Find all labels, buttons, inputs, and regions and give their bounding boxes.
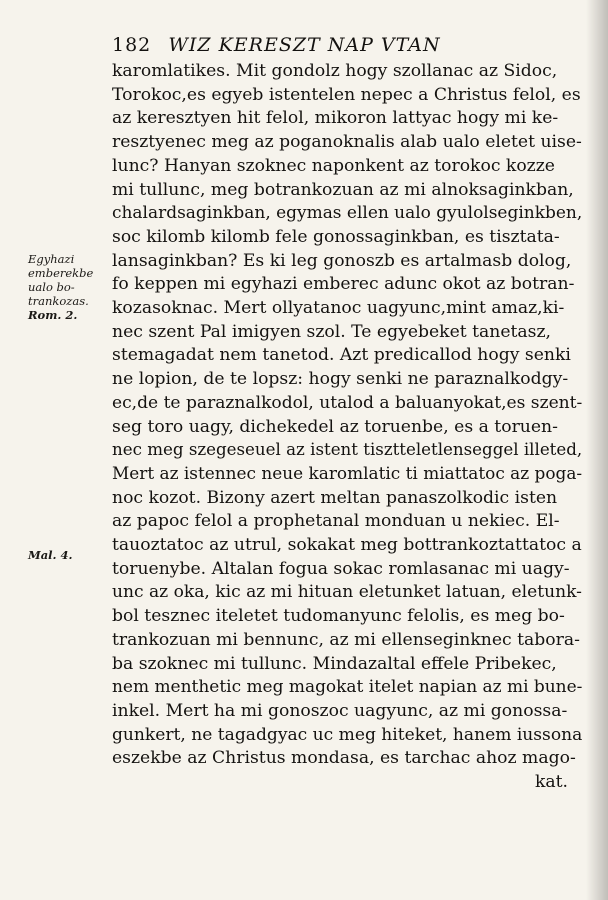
text-line: nec szent Pal imigyen szol. Te egyebeket tanetasz,	[112, 321, 552, 342]
text-line: soc kilomb kilomb fele gonossaginkban, es tisztata-	[112, 226, 560, 247]
text-line: lansaginkban? Es ki leg gonoszb es artalmasb dolog,	[112, 250, 572, 271]
page-number: 182	[112, 34, 152, 56]
text-line: ec,de te paraznalkodol, utalod a baluanyokat,es szent-	[112, 392, 583, 413]
text-line: eszekbe az Christus mondasa, es tarchac ahoz mago-	[112, 748, 576, 769]
text-line: ba szoknec mi tullunc. Mindazaltal effele Pribekec,	[112, 653, 557, 674]
page-edge-shadow	[586, 0, 608, 900]
text-line: kozasoknac. Mert ollyatanoc uagyunc,mint amaz,ki-	[112, 298, 565, 319]
text-line: inkel. Mert ha mi gonoszoc uagyunc, az mi gonossa-	[112, 700, 568, 721]
running-header	[112, 34, 562, 58]
text-line: kat.	[534, 772, 568, 793]
text-line: seg toro uagy, dichekedel az toruenbe, es a toruen-	[112, 416, 558, 437]
margin-note-malachi	[28, 548, 108, 562]
text-line: toruenybe. Altalan fogua sokac romlasanac mi uagy-	[112, 558, 570, 579]
margin-note-line: trankozas.	[28, 294, 89, 308]
text-line: nec meg szegeseuel az istent tisztteletlenseggel illeted,	[112, 440, 583, 461]
text-line: bol tesznec iteletet tudomanyunc felolis, es meg bo-	[112, 606, 565, 627]
text-line: az papoc felol a prophetanal monduan u nekiec. El-	[112, 511, 560, 532]
text-line: fo keppen mi egyhazi emberec adunc okot az botran-	[112, 274, 575, 295]
margin-note-line: ualo bo-	[28, 280, 75, 294]
text-line: karomlatikes. Mit gondolz hogy szollanac az Sidoc,	[112, 61, 558, 81]
text-line: tauoztatoc az utrul, sokakat meg bottrankoztattatoc a	[112, 535, 582, 556]
margin-reference: Mal. 4.	[28, 548, 73, 562]
text-line: Torokoc,es egyeb istentelen nepec a Christus felol, es	[112, 84, 581, 105]
text-line: nem menthetic meg magokat itelet napian az mi bune-	[112, 677, 583, 698]
margin-note-line: emberekbe	[28, 266, 94, 280]
text-line: Mert az istennec neue karomlatic ti miattatoc az poga-	[112, 463, 583, 484]
margin-note-church-people	[28, 252, 108, 322]
text-line: ne lopion, de te lopsz: hogy senki ne paraznalkodgy-	[112, 369, 569, 390]
text-line: trankozuan mi bennunc, az mi ellenseginknec tabora-	[112, 629, 580, 650]
text-line: az keresztyen hit felol, mikoron lattyac hogy mi ke-	[112, 108, 559, 129]
text-line: lunc? Hanyan szoknec naponkent az torokoc kozze	[112, 155, 555, 176]
body-text	[112, 60, 582, 795]
text-line: chalardsaginkban, egymas ellen ualo gyulolseginkben,	[112, 203, 583, 224]
text-line: gunkert, ne tagadgyac uc meg hiteket, hanem iussona	[112, 724, 583, 745]
text-line: stemagadat nem tanetod. Azt predicallod hogy senki	[112, 345, 571, 366]
text-line: mi tullunc, meg botrankozuan az mi alnoksaginkban,	[112, 179, 574, 200]
margin-reference: Rom. 2.	[28, 308, 78, 322]
text-line: resztyenec meg az poganoknalis alab ualo eletet uise-	[112, 132, 582, 153]
text-line: unc az oka, kic az mi hituan eletunket latuan, eletunk-	[112, 582, 582, 603]
margin-note-line: Egyhazi	[28, 252, 75, 266]
text-line: noc kozot. Bizony azert meltan panaszolkodic isten	[112, 487, 558, 508]
running-title: WIZ KERESZT NAP VTAN	[168, 34, 441, 56]
